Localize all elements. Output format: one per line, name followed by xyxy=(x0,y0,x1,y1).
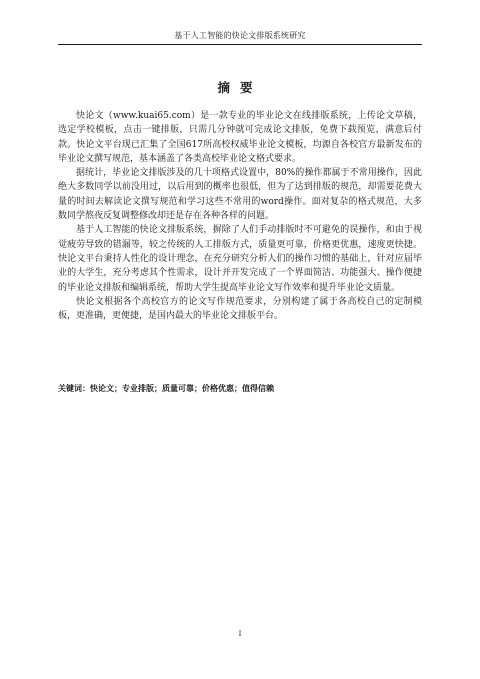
abstract-paragraph-2: 据统计，毕业论文排版涉及的几十项格式设置中，80%的操作都属于不常用操作，因此绝大多数同学以前没用过，以后用到的概率也很低，但为了达到排版的规范，却需要花费大量的时间去解读论文撰写规范和学习这些不常用的word操作。面对复杂的格式规范，大多数同学熬夜反复调整修改却还是存在各种各样的问题。 xyxy=(58,168,422,222)
keywords-line: 关键词：快论文；专业排版；质量可靠；价格优惠；值得信赖 xyxy=(58,384,274,393)
header-divider xyxy=(58,44,422,45)
abstract-body xyxy=(58,109,422,323)
abstract-paragraph-1: 快论文（www.kuai65.com）是一款专业的毕业论文在线排版系统，上传论文草稿，选定学校模板，点击一键排版，只需几分钟就可完成论文排版，免费下载预览，满意后付款。快论文平台现已汇集了全国617所高校权威毕业论文模板，均源自各校官方最新发布的毕业论文撰写规范，基本涵盖了各类高校毕业论文格式要求。 xyxy=(58,111,422,164)
page-number: I xyxy=(238,630,242,638)
abstract-paragraph-3: 基于人工智能的快论文排版系统，摒除了人们手动排版时不可避免的误操作，和由于视觉疲劳导致的错漏等，较之传统的人工排版方式，质量更可靠，价格更优惠，速度更快捷。快论文平台秉持人性化的设计理念，在充分研究分析人们的操作习惯的基础上，针对应届毕业的大学生，充分考虑其个性需求，设计并开发完成了一个界面简洁、功能强大、操作便捷的毕业论文排版和编辑系统，帮助大学生提高毕业论文写作效率和提升毕业论文质量。 xyxy=(58,225,422,293)
abstract-paragraph-4: 快论文根据各个高校官方的论文写作规范要求，分别构建了属于各高校自己的定制模板，更准确，更便捷，是国内最大的毕业论文排版平台。 xyxy=(58,296,422,322)
abstract-title: 摘要 xyxy=(217,80,263,95)
running-header: 基于人工智能的快论文排版系统研究 xyxy=(174,31,306,40)
